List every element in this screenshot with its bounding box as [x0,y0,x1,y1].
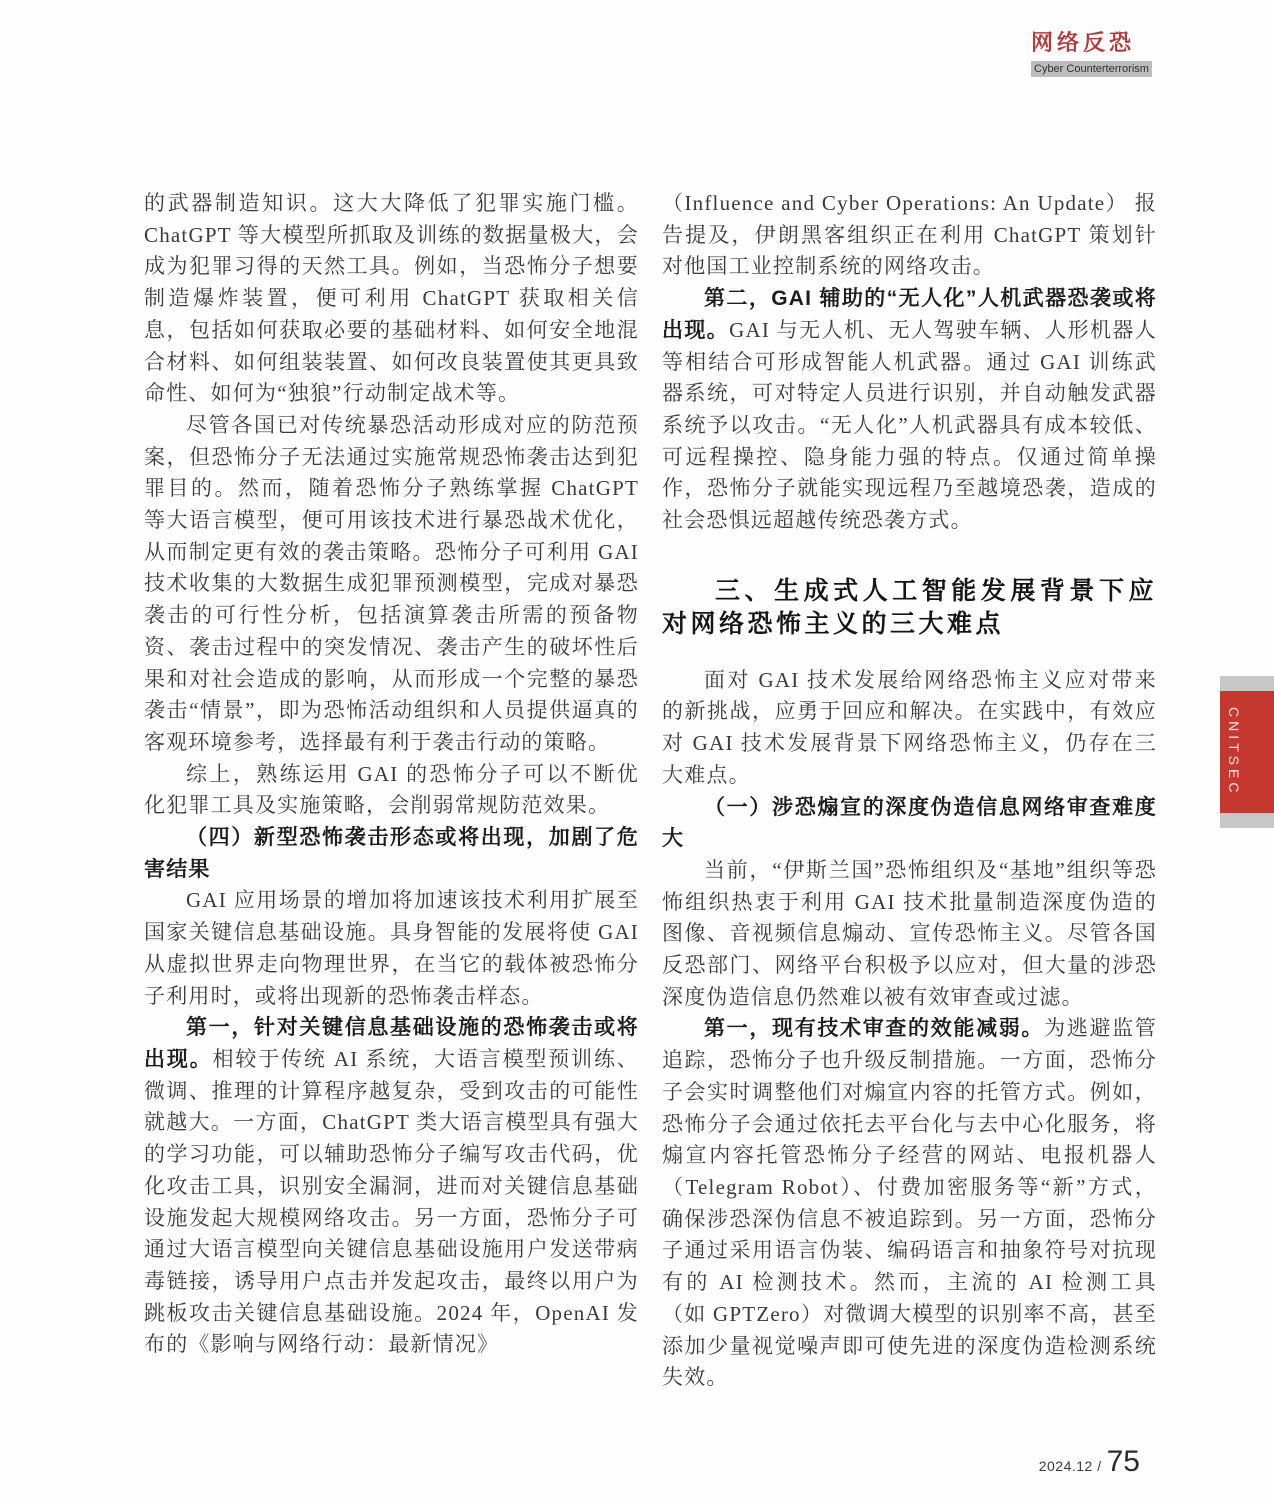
paragraph-text: GAI 与无人机、无人驾驶车辆、人形机器人等相结合可形成智能人机武器。通过 GAI 训练武器系统，可对特定人员进行识别，并自动触发武器系统予以攻击。“无人化”人机武器具有成本较低、可远程操控、隐身能力强的特点。仅通过简单操作，恐怖分子就能实现远程乃至越境恐袭，造成的社会恐惧远超越传统恐袭方式。 [662,317,1157,533]
side-tab [1220,676,1274,828]
cnitsec-tab [1220,691,1274,813]
paragraph-gai-expansion: GAI 应用场景的增加将加速该技术利用扩展至国家关键信息基础设施。具身智能的发展将使 GAI 从虚拟世界走向物理世界，在当它的载体被恐怖分子利用时，或将出现新的恐怖袭击样态。 [144,888,639,1008]
paragraph-bold-lead: 第二，GAI 辅助的“无人化”人机武器恐袭或将出现。 [662,287,1157,342]
page-footer [1039,1445,1140,1479]
tab-divider-bottom [1220,813,1274,828]
page-header [1031,26,1152,77]
paragraph-three-difficulties-intro: 面对 GAI 技术发展给网络恐怖主义应对带来的新挑战，应勇于回应和解决。在实践中，有效应对 GAI 技术发展背景下网络恐怖主义，仍存在三大难点。 [662,667,1157,787]
section-heading-three-difficulties: 三、生成式人工智能发展背景下应对网络恐怖主义的三大难点 [662,576,1157,638]
paragraph-bold-lead: 第一，针对关键信息基础设施的恐怖袭击或将出现。 [144,1016,639,1071]
paragraph-text: 为逃避监管追踪，恐怖分子也升级反制措施。一方面，恐怖分子会实时调整他们对煽宣内容的托管方式。例如，恐怖分子会通过依托去平台化与去中心化服务，将煽宣内容托管恐怖分子经营的网站、电报机器人（Telegram Robot）、付费加密服务等“新”方式，确保涉恐深伪信息不被追踪到。另一方面，恐怖分子通过采用语言伪装、编码语言和抽象符号对抗现有的 AI 检测技术。然而，主流的 AI 检测工具（如 GPTZero）对微调大模型的识别率不高，甚至添加少量视觉噪声即可使先进的深度伪造检测系统失效。 [662,1016,1158,1390]
paragraph-openai-report: （Influence and Cyber Operations: An Update） 报告提及，伊朗黑客组织正在利用 ChatGPT 策划针对他国工业控制系统的网络攻击。 [662,191,1157,279]
paragraph-first-review-effectiveness [662,1013,1157,1393]
paragraph-summary: 综上，熟练运用 GAI 的恐怖分子可以不断优化犯罪工具及实施策略，会削弱常规防范效果。 [144,761,639,818]
left-column [144,188,639,1394]
column-title-chinese: 网络反恐 [1031,30,1136,55]
right-column [662,188,1157,1394]
paragraph-bold-lead: 第一，现有技术审查的效能减弱。 [704,1017,1045,1041]
issue-date: 2024.12 / [1038,1458,1102,1474]
paragraph-first-infrastructure-attacks [144,1012,639,1361]
paragraph-text: 相较于传统 AI 系统，大语言模型预训练、微调、推理的计算程序越复杂，受到攻击的可能性就越大。一方面，ChatGPT 类大语言模型具有强大的学习功能，可以辅助恐怖分子编写攻击代码，优化攻击工具，识别安全漏洞，进而对关键信息基础设施发起大规模网络攻击。另一方面，恐怖分子可通过大语言模型向关键信息基础设施用户发送带病毒链接，诱导用户点击并发起攻击，最终以用户为跳板攻击关键信息基础设施。2024 年，OpenAI 发布的《影响与网络行动：最新情况》 [144,1046,640,1357]
paragraph-weapon-knowledge: 的武器制造知识。这大大降低了犯罪实施门槛。ChatGPT 等大模型所抓取及训练的数据量极大，会成为犯罪习得的天然工具。例如，当恐怖分子想要制造爆炸装置，便可利用 ChatGPT 获取相关信息，包括如何获取必要的基础材料、如何安全地混合材料、如何组装装置、如何改良装置使其更具致命性、如何为“独狼”行动制定战术等。 [144,191,639,406]
column-title-english: Cyber Counterterrorism [1031,61,1152,77]
subheading-four-new-attack-forms: （四）新型恐怖袭击形态或将出现，加剧了危害结果 [144,826,639,881]
paragraph-second-unmanned-weapons [662,283,1157,537]
cnitsec-label: CNITSEC [1226,707,1242,797]
paragraph-terror-groups-deepfakes: 当前，“伊斯兰国”恐怖组织及“基地”组织等恐怖组织热衷于利用 GAI 技术批量制造深度伪造的图像、音视频信息煽动、宣传恐怖主义。尽管各国反恐部门、网络平台积极予以应对，但大量的涉恐深度伪造信息仍然难以被有效审查或过滤。 [662,857,1157,1009]
page-number: 75 [1106,1445,1140,1478]
paragraph-tactics-optimization: 尽管各国已对传统暴恐活动形成对应的防范预案，但恐怖分子无法通过实施常规恐怖袭击达到犯罪目的。然而，随着恐怖分子熟练掌握 ChatGPT 等大语言模型，便可用该技术进行暴恐战术优化，从而制定更有效的袭击策略。恐怖分子可利用 GAI 技术收集的大数据生成犯罪预测模型，完成对暴恐袭击的可行性分析，包括演算袭击所需的预备物资、袭击过程中的突发情况、袭击产生的破坏性后果和对社会造成的影响，从而形成一个完整的暴恐袭击“情景”，即为恐怖活动组织和人员提供逼真的客观环境参考，选择最有利于袭击行动的策略。 [144,412,639,754]
subheading-one-deepfake-review: （一）涉恐煽宣的深度伪造信息网络审查难度大 [662,795,1157,851]
tab-divider-top [1220,676,1274,691]
article-body [144,188,1157,1394]
